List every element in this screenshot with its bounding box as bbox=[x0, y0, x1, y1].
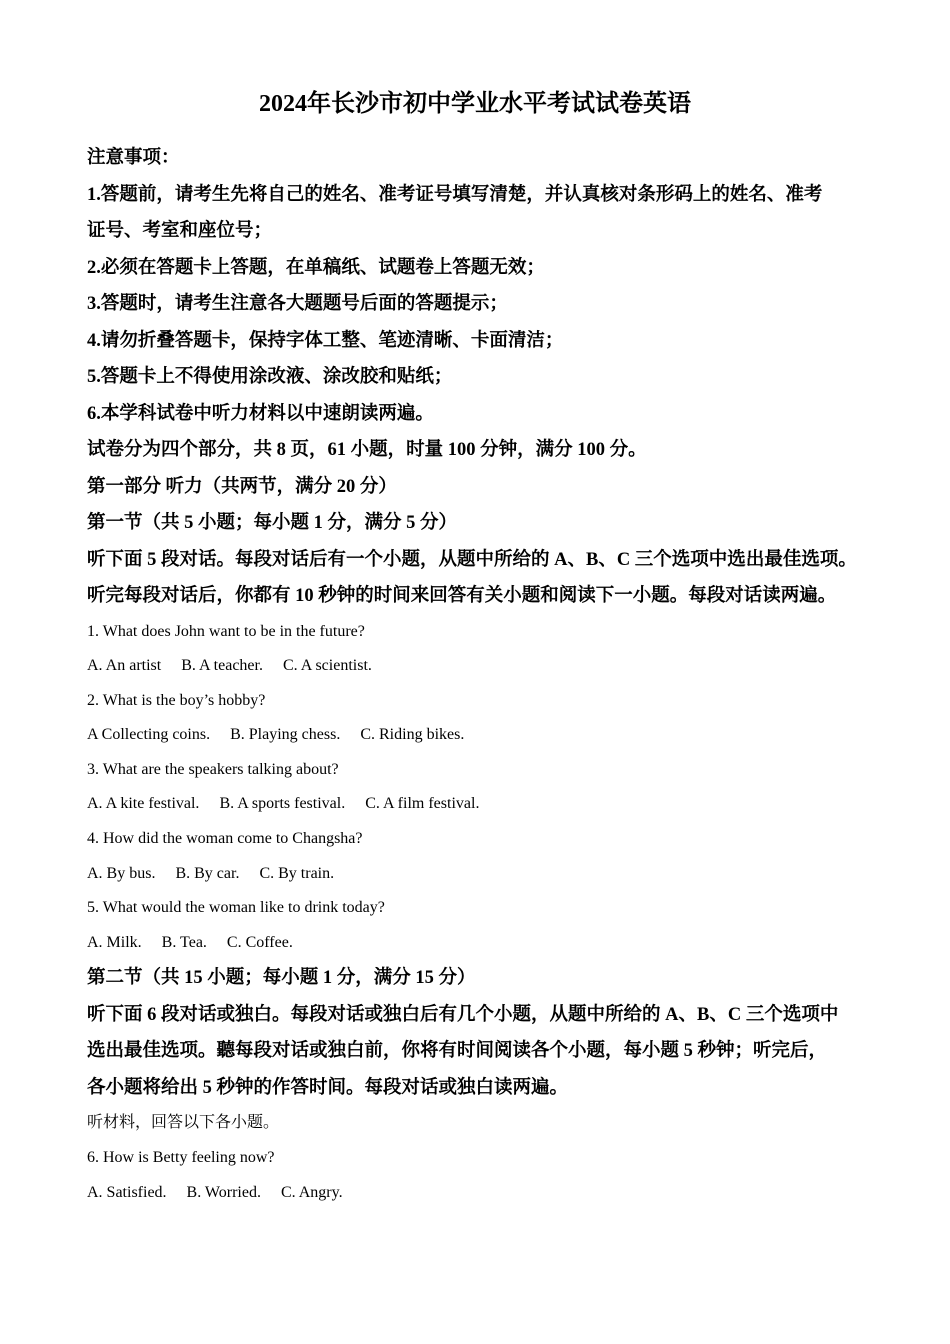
question-text: 5. What would the woman like to drink today? bbox=[87, 899, 385, 917]
part1-heading: 第一部分 听力（共两节，满分 20 分） bbox=[87, 476, 397, 497]
section2-instruction: 各小题将给出 5 秒钟的作答时间。每段对话或独白读两遍。 bbox=[87, 1077, 569, 1098]
option-b: B. Tea. bbox=[161, 933, 207, 951]
question-options bbox=[87, 649, 887, 684]
page-content bbox=[87, 140, 887, 1210]
section1-heading: 第一节（共 5 小题；每小题 1 分，满分 5 分） bbox=[87, 513, 458, 533]
question-options bbox=[87, 1176, 887, 1211]
option-b: B. A teacher. bbox=[181, 657, 263, 675]
option-b: B. Playing chess. bbox=[230, 726, 341, 744]
section2-heading: 第二节（共 15 小题；每小题 1 分，满分 15 分） bbox=[87, 968, 476, 989]
option-c: C. A film festival. bbox=[365, 795, 480, 813]
question-text: 1. What does John want to be in the future? bbox=[87, 622, 365, 640]
question-options bbox=[87, 857, 887, 892]
option-b: B. By car. bbox=[175, 864, 240, 882]
option-a: A. By bus. bbox=[87, 864, 156, 882]
question-text: 6. How is Betty feeling now? bbox=[87, 1149, 275, 1167]
section1-instruction: 听下面 5 段对话。每段对话后有一个小题，从题中所给的 A、B、C 三个选项中选出最佳选项。 bbox=[87, 549, 857, 570]
notice-item: 1.答题前，请考生先将自己的姓名、准考证号填写清楚，并认真核对条形码上的姓名、准考 bbox=[87, 184, 823, 205]
question-text: 3. What are the speakers talking about? bbox=[87, 760, 339, 778]
question-text: 2. What is the boy’s hobby? bbox=[87, 691, 266, 709]
option-a: A. An artist bbox=[87, 657, 162, 675]
notice-item: 3.答题时，请考生注意各大题题号后面的答题提示； bbox=[87, 294, 508, 314]
option-a: A. A kite festival. bbox=[87, 795, 200, 813]
listening-prompt: 听材料，回答以下各小题。 bbox=[87, 1114, 280, 1132]
option-c: C. Angry. bbox=[280, 1183, 343, 1201]
question-text: 4. How did the woman come to Changsha? bbox=[87, 830, 363, 848]
option-b: B. Worried. bbox=[186, 1183, 261, 1201]
option-a: A Collecting coins. bbox=[87, 726, 211, 744]
notice-heading: 注意事项： bbox=[87, 148, 180, 168]
notice-item: 4.请勿折叠答题卡，保持字体工整、笔迹清晰、卡面清洁； bbox=[87, 330, 564, 351]
option-b: B. A sports festival. bbox=[219, 795, 346, 813]
page-title: 2024年长沙市初中学业水平考试试卷英语 bbox=[259, 91, 691, 117]
notice-item: 5.答题卡上不得使用涂改液、涂改胶和贴纸； bbox=[87, 367, 453, 387]
notice-item: 6.本学科试卷中听力材料以中速朗读两遍。 bbox=[87, 403, 434, 424]
option-a: A. Milk. bbox=[87, 933, 142, 951]
question-options bbox=[87, 926, 887, 961]
option-a: A. Satisfied. bbox=[87, 1183, 167, 1201]
option-c: C. Coffee. bbox=[226, 933, 293, 951]
notice-item: 证号、考室和座位号； bbox=[87, 221, 273, 241]
option-c: C. A scientist. bbox=[282, 657, 372, 675]
section2-instruction: 听下面 6 段对话或独白。每段对话或独白后有几个小题，从题中所给的 A、B、C 三个选项中 bbox=[87, 1004, 839, 1025]
option-c: C. Riding bikes. bbox=[360, 726, 465, 744]
option-c: C. By train. bbox=[259, 864, 335, 882]
exam-summary: 试卷分为四个部分，共 8 页，61 小题，时量 100 分钟，满分 100 分。 bbox=[87, 440, 647, 460]
question-options bbox=[87, 787, 887, 822]
notice-item: 2.必须在答题卡上答题，在单稿纸、试题卷上答题无效； bbox=[87, 257, 545, 278]
question-options bbox=[87, 718, 887, 753]
section2-instruction: 选出最佳选项。聽每段对话或独白前，你将有时间阅读各个小题，每小题 5 秒钟；听完后， bbox=[87, 1041, 828, 1062]
section1-instruction: 听完每段对话后，你都有 10 秒钟的时间来回答有关小题和阅读下一小题。每段对话读两遍。 bbox=[87, 586, 837, 606]
